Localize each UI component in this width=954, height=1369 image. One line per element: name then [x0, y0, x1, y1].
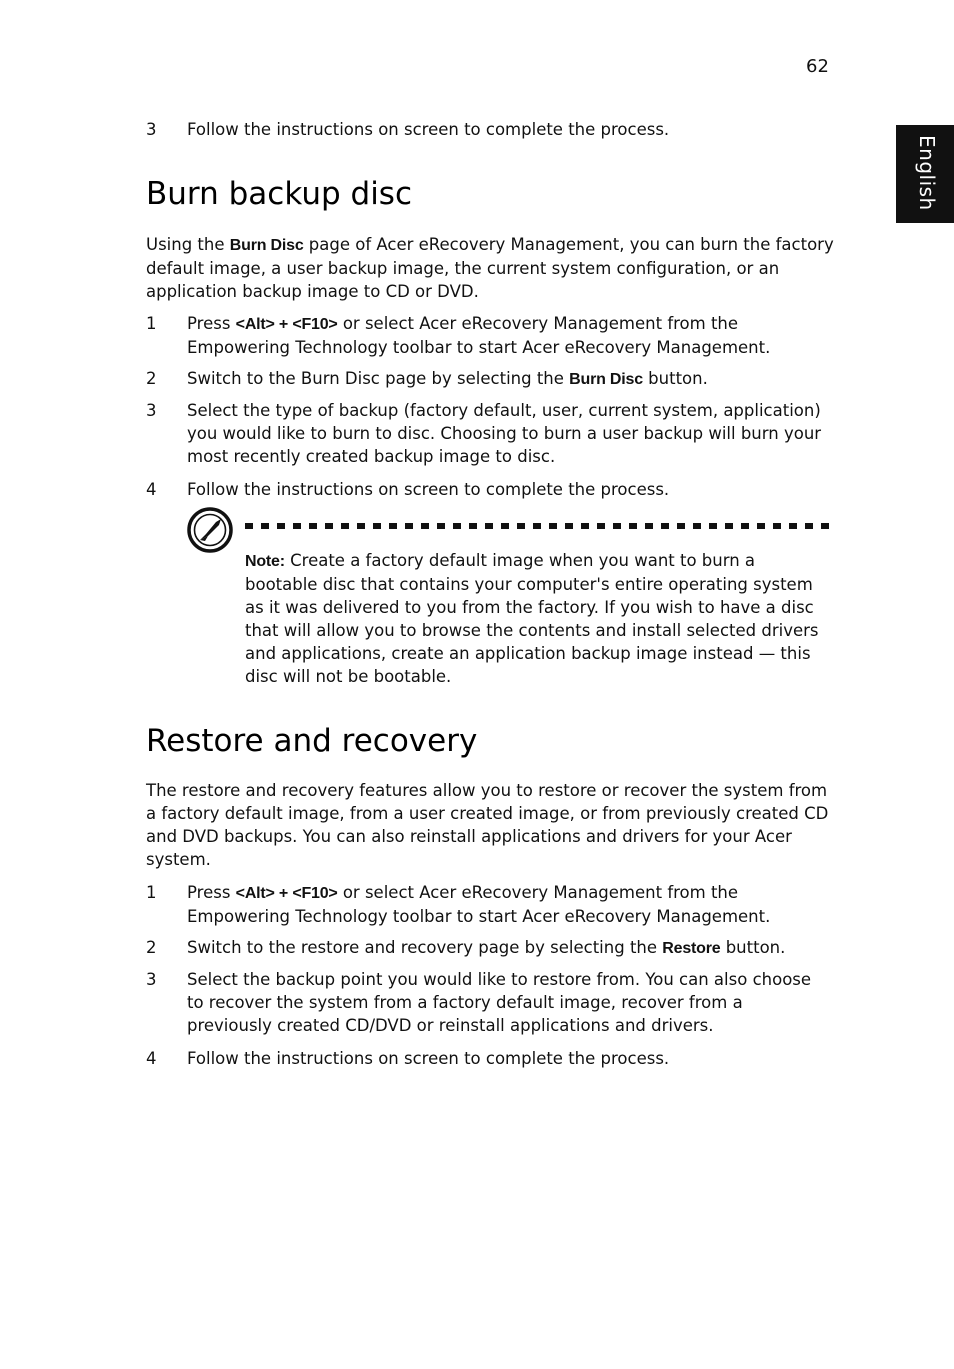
- note-divider: [245, 523, 835, 529]
- step-number: 2: [146, 938, 157, 957]
- step-number: 3: [146, 401, 157, 420]
- text-run: Switch to the restore and recovery page by selecting the: [187, 938, 663, 957]
- step-text: [187, 881, 832, 928]
- note-icon: [186, 506, 234, 554]
- step-number: 4: [146, 1049, 157, 1068]
- step-text: [187, 936, 832, 960]
- step-number: 3: [146, 120, 157, 139]
- step-number: 2: [146, 369, 157, 388]
- step-number: 3: [146, 970, 157, 989]
- ui-term: Restore: [662, 940, 721, 957]
- text-run: Using the: [146, 235, 230, 254]
- burn-intro-paragraph: [146, 233, 836, 303]
- text-run: or select Acer eRecovery Management from the Empowering Technology toolbar to start Acer eRecovery Management.: [187, 314, 771, 357]
- ui-term: Burn Disc: [569, 371, 643, 388]
- step-number: 1: [146, 883, 157, 902]
- text-run: Switch to the Burn Disc page by selecting the: [187, 369, 570, 388]
- text-run: button.: [642, 369, 708, 388]
- note-label: Note:: [245, 553, 285, 570]
- step-text: Follow the instructions on screen to complete the process.: [187, 480, 670, 499]
- step-text: Follow the instructions on screen to complete the process.: [187, 1049, 670, 1068]
- restore-intro-paragraph: The restore and recovery features allow you to restore or recover the system from a factory default image, from a user created image, or from previously created CD and DVD backups. You can also reinstall applications and drivers for your Acer system.: [146, 781, 829, 869]
- text-run: Create a factory default image when you want to burn a bootable disc that contains your computer's entire operating system as it was delivered to you from the factory. If you wish to have a disc that will allow you to browse the contents and install selected drivers and applications, create an application backup image instead — this disc will not be bootable.: [245, 551, 819, 686]
- ui-term: <Alt> + <F10>: [235, 316, 338, 333]
- step-text: [187, 367, 832, 391]
- text-run: or select Acer eRecovery Management from the Empowering Technology toolbar to start Acer eRecovery Management.: [187, 883, 771, 926]
- text-run: Press: [187, 883, 236, 902]
- step-text: Select the type of backup (factory default, user, current system, application) you would like to burn to disc. Choosing to burn a user backup will burn your most recently created backup image to disc.: [187, 401, 822, 466]
- step-text: Select the backup point you would like to restore from. You can also choose to recover the system from a factory default image, recover from a previously created CD/DVD or reinstall applications and drivers.: [187, 970, 812, 1035]
- ui-term: Burn Disc: [229, 237, 304, 254]
- note-text: [245, 549, 825, 688]
- step-number: 1: [146, 314, 157, 333]
- text-run: button.: [720, 938, 786, 957]
- step-text: [187, 312, 832, 359]
- section-heading-burn: Burn backup disc: [146, 176, 412, 212]
- step-number: 4: [146, 480, 157, 499]
- page-number: 62: [806, 56, 829, 77]
- text-run: Press: [187, 314, 236, 333]
- language-tab-label: English: [915, 135, 939, 211]
- text-run: page of Acer eRecovery Management, you can burn the factory default image, a user backup image, the current system configuration, or an application backup image to CD or DVD.: [146, 235, 834, 301]
- ui-term: <Alt> + <F10>: [235, 885, 338, 902]
- language-tab: [896, 125, 954, 223]
- section-heading-restore: Restore and recovery: [146, 723, 478, 759]
- step-text: Follow the instructions on screen to complete the process.: [187, 120, 670, 139]
